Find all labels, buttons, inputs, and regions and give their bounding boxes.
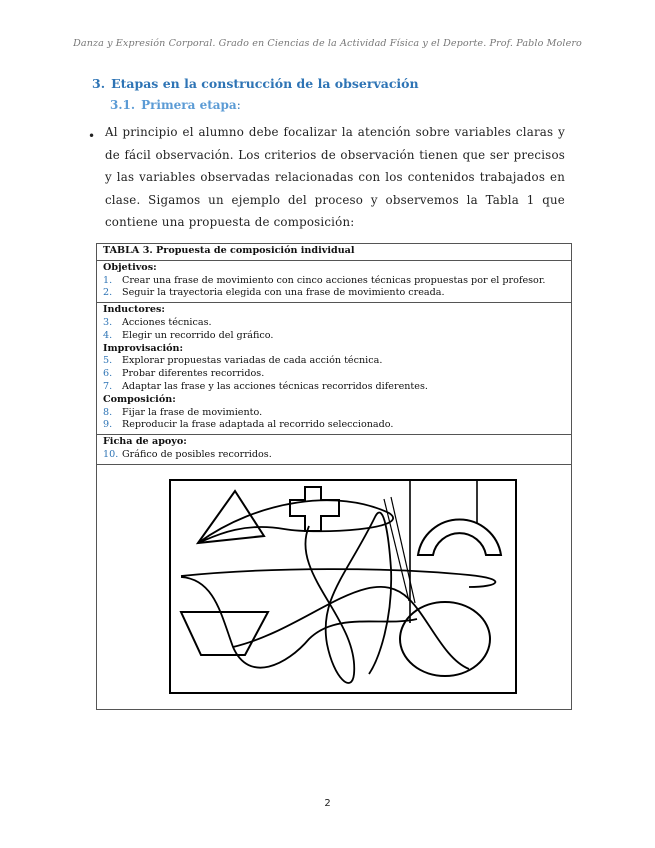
route-line-5 bbox=[233, 587, 469, 669]
table-title: TABLA 3. Propuesta de composición individual bbox=[97, 244, 571, 261]
route-line-6 bbox=[384, 499, 409, 601]
subsection-number: 3.1. bbox=[110, 98, 136, 112]
item-text: Adaptar las frase y las acciones técnicas recorridos diferentes. bbox=[122, 380, 428, 392]
subsection-title: Primera etapa bbox=[141, 98, 237, 112]
section-title: Etapas en la construcción de la observación bbox=[111, 76, 419, 91]
item-number: 4. bbox=[103, 329, 113, 341]
section-number: 3. bbox=[92, 76, 106, 91]
arch-shape bbox=[418, 519, 501, 555]
composicion-label: Composición: bbox=[103, 393, 176, 405]
list-item bbox=[103, 381, 567, 394]
circle-shape bbox=[400, 602, 490, 676]
item-text: Seguir la trayectoria elegida con una frase de movimiento creada. bbox=[122, 287, 445, 299]
ficha-label: Ficha de apoyo: bbox=[103, 436, 187, 448]
body-paragraph: Al principio el alumno debe focalizar la atención sobre variables claras y de fácil observación. Los criterios de observación tienen que ser precisos y las variables observadas relacionadas con los contenidos trabajados en clase. Sigamos un ejemplo del proceso y observemos la Tabla 1 que contiene una propuesta de composición: bbox=[105, 125, 565, 230]
item-number: 6. bbox=[103, 368, 113, 380]
item-number: 7. bbox=[103, 380, 113, 392]
page-number: 2 bbox=[324, 798, 331, 809]
cross-shape bbox=[290, 487, 339, 531]
item-text: Probar diferentes recorridos. bbox=[122, 368, 265, 380]
route-diagram bbox=[169, 479, 517, 695]
inductores-label: Inductores: bbox=[103, 304, 165, 316]
route-line-4 bbox=[305, 513, 391, 683]
trapezoid-shape bbox=[181, 612, 268, 655]
list-item bbox=[103, 355, 567, 368]
item-text: Elegir un recorrido del gráfico. bbox=[122, 329, 274, 341]
bullet-marker: • bbox=[88, 129, 96, 143]
item-text: Fijar la frase de movimiento. bbox=[122, 406, 263, 418]
item-number: 5. bbox=[103, 355, 113, 367]
item-number: 8. bbox=[103, 406, 113, 418]
table-row-ficha bbox=[97, 435, 571, 465]
section-heading bbox=[92, 76, 419, 91]
objetivos-label: Objetivos: bbox=[103, 261, 157, 273]
item-number: 2. bbox=[103, 287, 113, 299]
item-number: 3. bbox=[103, 316, 113, 328]
list-item bbox=[103, 275, 567, 288]
item-text: Reproducir la frase adaptada al recorrido seleccionado. bbox=[122, 419, 394, 431]
subsection-heading bbox=[110, 98, 241, 112]
item-number: 10. bbox=[103, 448, 119, 460]
table-row-objetivos bbox=[97, 261, 571, 303]
item-text: Crear una frase de movimiento con cinco acciones técnicas propuestas por el profesor. bbox=[122, 274, 546, 286]
running-header: Danza y Expresión Corporal. Grado en Ciencias de la Actividad Física y el Deporte. Prof. Pablo Molero bbox=[73, 38, 582, 49]
diagram-frame bbox=[170, 480, 516, 693]
route-line-7 bbox=[391, 497, 415, 603]
list-item bbox=[103, 419, 567, 432]
item-text: Explorar propuestas variadas de cada acción técnica. bbox=[122, 355, 383, 367]
subsection-suffix: : bbox=[236, 98, 241, 112]
list-item bbox=[103, 287, 567, 300]
improvisacion-label: Improvisación: bbox=[103, 342, 184, 354]
list-item bbox=[103, 330, 567, 343]
list-item bbox=[103, 407, 567, 420]
table-row-inductores bbox=[97, 303, 571, 435]
list-item bbox=[103, 368, 567, 381]
item-number: 9. bbox=[103, 419, 113, 431]
item-text: Gráfico de posibles recorridos. bbox=[122, 448, 272, 460]
list-item bbox=[103, 317, 567, 330]
item-text: Acciones técnicas. bbox=[122, 316, 212, 328]
list-item bbox=[103, 449, 567, 462]
composition-table bbox=[96, 243, 572, 710]
item-number: 1. bbox=[103, 274, 113, 286]
